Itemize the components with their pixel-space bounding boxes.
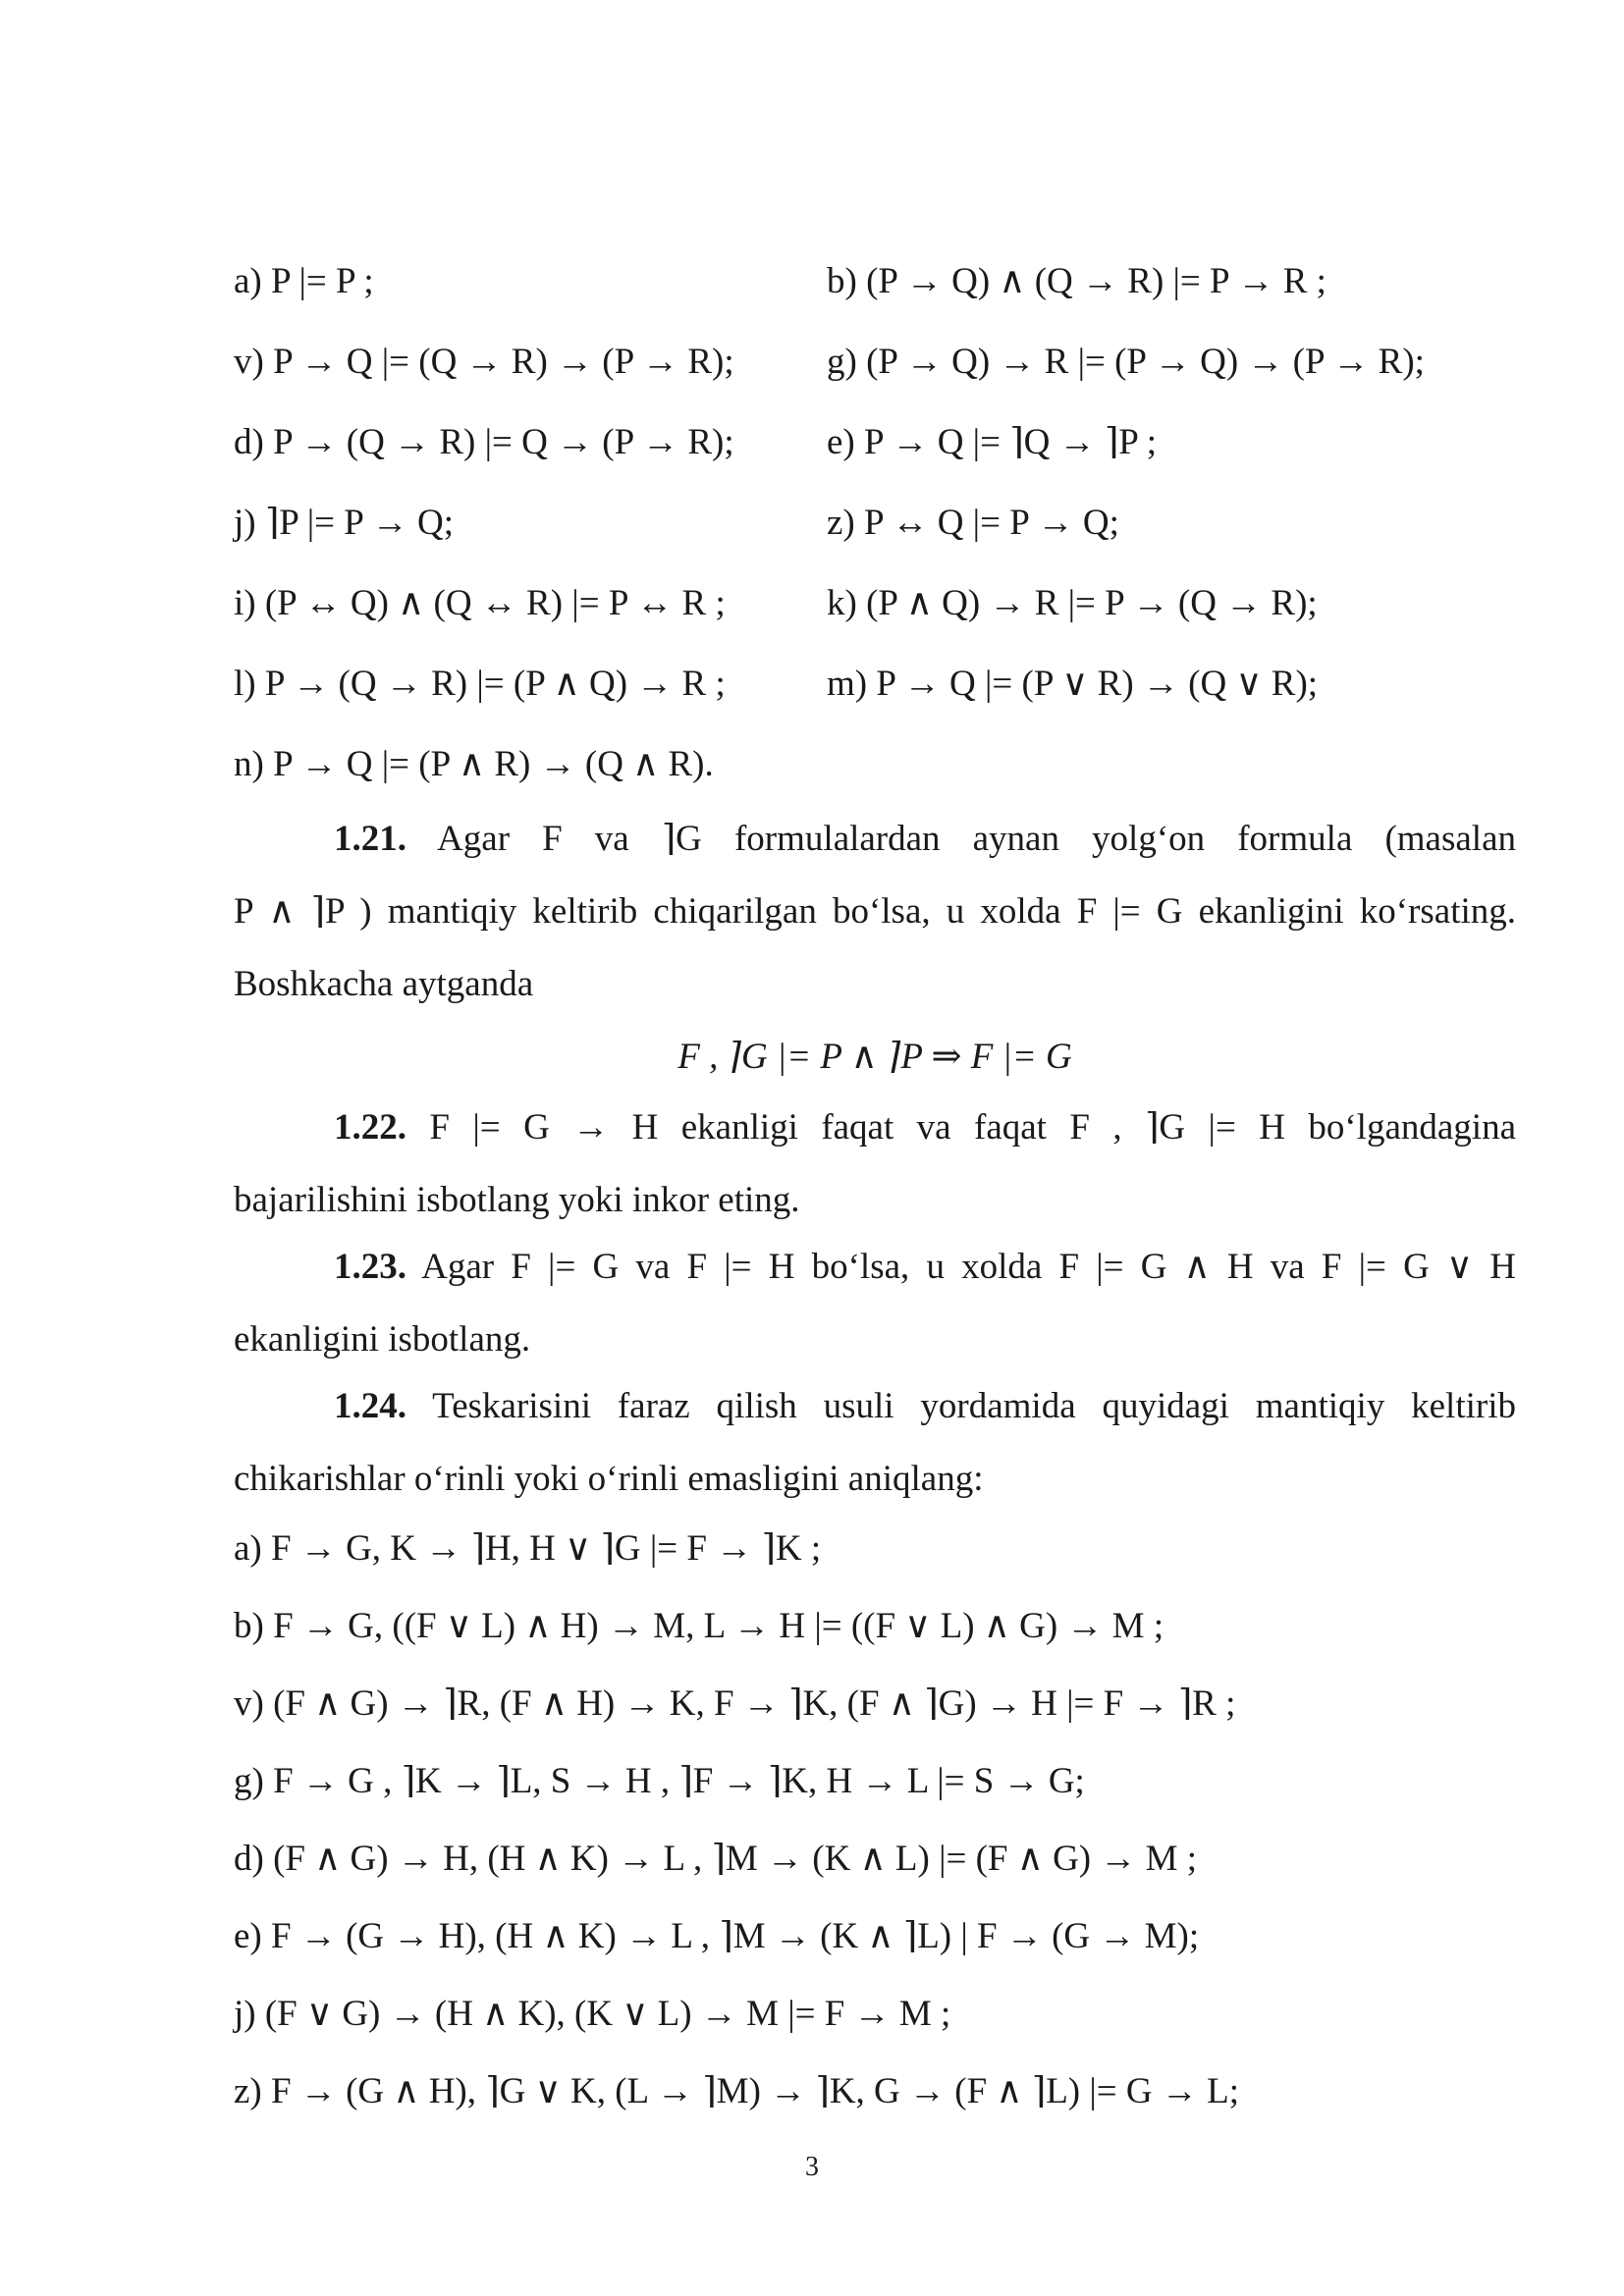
- inference-item-b: b) F → G, ((F ∨ L) ∧ H) → M, L → H |= ((F ∨ L) ∧ G) → M ;: [234, 1606, 1164, 1646]
- exercise-text: Teskarisini faraz qilish usuli yordamida quyidagi mantiqiy keltirib: [432, 1386, 1516, 1426]
- formula-item-l: l) P → (Q → R) |= (P ∧ Q) → R ;: [234, 664, 726, 704]
- inference-item-d: d) (F ∧ G) → H, (H ∧ K) → L , ⌉M → (K ∧ L) |= (F ∧ G) → M ;: [234, 1839, 1198, 1879]
- exercise-text: Agar F va ⌉G formulalardan aynan yolg‘on formula (masalan: [437, 819, 1516, 859]
- formula-item-g: g) (P → Q) → R |= (P → Q) → (P → R);: [827, 342, 1425, 382]
- inference-item-v: v) (F ∧ G) → ⌉R, (F ∧ H) → K, F → ⌉K, (F ∧ ⌉G) → H |= F → ⌉R ;: [234, 1683, 1236, 1724]
- formula-item-n: n) P → Q |= (P ∧ R) → (Q ∧ R).: [234, 744, 714, 784]
- formula-item-b: b) (P → Q) ∧ (Q → R) |= P → R ;: [827, 261, 1326, 301]
- exercise-number: 1.21.: [334, 819, 406, 859]
- formula-item-z: z) P ↔ Q |= P → Q;: [827, 503, 1119, 543]
- formula-item-a: a) P |= P ;: [234, 261, 374, 301]
- exercise-1-22-line2: bajarilishini isbotlang yoki inkor eting.: [234, 1180, 800, 1220]
- inference-item-e: e) F → (G → H), (H ∧ K) → L , ⌉M → (K ∧ ⌉L) | F → (G → M);: [234, 1916, 1200, 1956]
- formula-item-d: d) P → (Q → R) |= Q → (P → R);: [234, 422, 734, 462]
- formula-item-i: i) (P ↔ Q) ∧ (Q ↔ R) |= P ↔ R ;: [234, 583, 726, 623]
- inference-item-j: j) (F ∨ G) → (H ∧ K), (K ∨ L) → M |= F → M ;: [234, 1994, 951, 2034]
- exercise-1-23-line1: [234, 1231, 1516, 1304]
- inference-item-z: z) F → (G ∧ H), ⌉G ∨ K, (L → ⌉M) → ⌉K, G → (F ∧ ⌉L) |= G → L;: [234, 2071, 1239, 2111]
- page-number: 3: [805, 2152, 819, 2182]
- inference-item-g: g) F → G , ⌉K → ⌉L, S → H , ⌉F → ⌉K, H → L |= S → G;: [234, 1761, 1085, 1801]
- exercise-text: F |= G → H ekanligi faqat va faqat F , ⌉G |= H bo‘lgandagina: [429, 1107, 1516, 1148]
- exercise-1-22-line1: [234, 1092, 1516, 1164]
- formula-item-m: m) P → Q |= (P ∨ R) → (Q ∨ R);: [827, 664, 1319, 704]
- exercise-1-21-line3: Boshkacha aytganda: [234, 964, 534, 1004]
- exercise-text: Agar F |= G va F |= H bo‘lsa, u xolda F |= G ∧ H va F |= G ∨ H: [421, 1247, 1516, 1287]
- formula-item-j: j) ⌉P |= P → Q;: [234, 503, 454, 543]
- exercise-number: 1.24.: [334, 1386, 406, 1426]
- exercise-1-23-line2: ekanligini isbotlang.: [234, 1319, 531, 1360]
- exercise-1-24-line1: [234, 1370, 1516, 1443]
- exercise-1-21-formula: F , ⌉G |= P ∧ ⌉P ⇒ F |= G: [677, 1037, 1072, 1077]
- exercise-1-24-line2: chikarishlar o‘rinli yoki o‘rinli emasligini aniqlang:: [234, 1459, 984, 1499]
- exercise-1-21-line1: [234, 803, 1516, 876]
- formula-item-k: k) (P ∧ Q) → R |= P → (Q → R);: [827, 583, 1318, 623]
- exercise-number: 1.22.: [334, 1107, 406, 1148]
- formula-item-v: v) P → Q |= (Q → R) → (P → R);: [234, 342, 734, 382]
- exercise-number: 1.23.: [334, 1247, 406, 1287]
- formula-item-e: e) P → Q |= ⌉Q → ⌉P ;: [827, 422, 1158, 462]
- exercise-1-21-line2: P ∧ ⌉P ) mantiqiy keltirib chiqarilgan bo‘lsa, u xolda F |= G ekanligini ko‘rsating.: [234, 891, 1516, 932]
- inference-item-a: a) F → G, K → ⌉H, H ∨ ⌉G |= F → ⌉K ;: [234, 1528, 822, 1569]
